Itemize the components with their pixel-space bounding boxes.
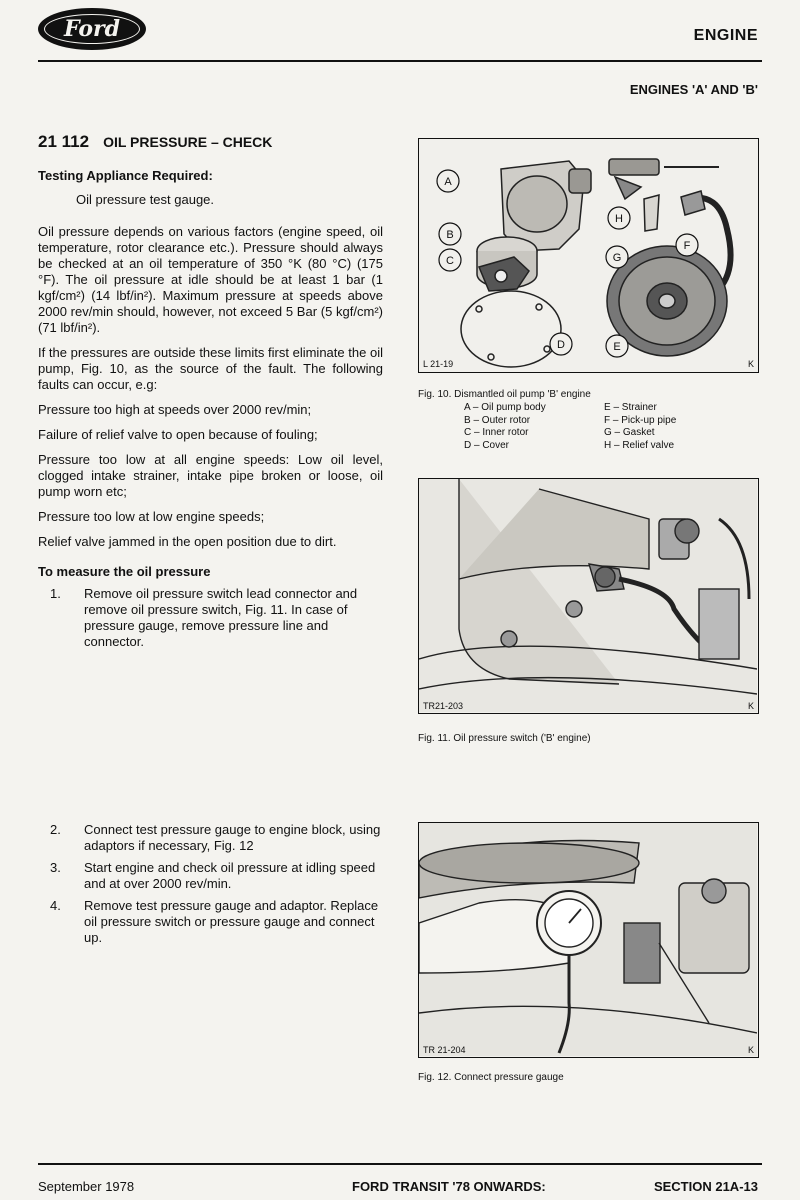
step-text: Start engine and check oil pressure at idling speed and at over 2000 rev/min.: [84, 860, 376, 891]
figure-id: L 21-19: [423, 359, 454, 369]
callout-label: B: [446, 229, 454, 241]
key-item: H – Relief valve: [604, 439, 675, 451]
figure-11-oil-pressure-switch: [418, 478, 759, 714]
figure-12-caption: Fig. 12. Connect pressure gauge: [418, 1072, 564, 1083]
paragraph: If the pressures are outside these limits first eliminate the oil pump, Fig. 10, as the source of the fault. The following faults can occur, e.g:: [38, 345, 383, 392]
figure-10-key-left: [464, 402, 546, 452]
callout-label: E: [613, 341, 621, 353]
step-text: Connect test pressure gauge to engine block, using adaptors if necessary, Fig. 12: [84, 822, 381, 853]
key-item: A – Oil pump body: [464, 402, 546, 413]
footer-model: FORD TRANSIT '78 ONWARDS:: [352, 1179, 546, 1194]
list-item: [38, 860, 383, 892]
figure-11-caption: Fig. 11. Oil pressure switch ('B' engine): [418, 733, 591, 744]
key-item: E – Strainer: [604, 402, 657, 413]
key-item: C – Inner rotor: [464, 427, 529, 438]
figure-12-pressure-gauge: [418, 822, 759, 1058]
ford-logo: Ford: [38, 8, 146, 50]
pressure-gauge-drawing: [419, 823, 757, 1056]
paragraph: Pressure too low at low engine speeds;: [38, 509, 265, 524]
paragraph: Relief valve jammed in the open position due to dirt.: [38, 534, 337, 549]
step-number: 3.: [50, 860, 61, 875]
left-column-lower: [38, 822, 383, 946]
measure-heading: To measure the oil pressure: [38, 564, 211, 579]
figure-10-key-right: [604, 402, 676, 452]
paragraph: Pressure too low at all engine speeds: Low oil level, clogged intake strainer, intake pipe broken or loose, oil pump worn etc;: [38, 452, 383, 499]
engine-switch-drawing: [419, 479, 757, 712]
footer-rule: [38, 1163, 762, 1165]
section-number: 21 112: [38, 132, 90, 151]
testing-heading: Testing Appliance Required:: [38, 168, 213, 183]
footer-section: SECTION 21A-13: [653, 1179, 758, 1194]
section-header: ENGINE: [693, 27, 758, 44]
step-number: 4.: [50, 898, 61, 913]
paragraph: Oil pressure depends on various factors (engine speed, oil temperature, rotor clearance etc.). Pressure should always be checked at an oil temperature of 350 °K (80 °C) (175 °F). The oil pressure at idle should be at least 1 bar (1 kgf/cm²) (14 lbf/in²). Maximum pressure at speeds above 2000 rev/min should, however, not exceed 5 Bar (5 kgf/cm²) (71 lbf/in²).: [38, 224, 383, 335]
callout-label: C: [446, 255, 454, 267]
callout-label: H: [615, 213, 623, 225]
figure-10-caption: Fig. 10. Dismantled oil pump 'B' engine: [418, 389, 591, 400]
list-item: [38, 586, 383, 650]
callout-label: F: [683, 240, 691, 252]
figure-k: K: [747, 701, 754, 711]
step-number: 2.: [50, 822, 61, 837]
figure-k: K: [747, 359, 754, 369]
section-title: [38, 132, 272, 152]
callout-label: A: [444, 176, 452, 188]
step-text: Remove oil pressure switch lead connector and remove oil pressure switch, Fig. 11. In case of pressure gauge, remove pressure line and connector.: [84, 586, 358, 649]
key-item: G – Gasket: [604, 427, 655, 438]
left-column: [38, 168, 383, 650]
header-rule: [38, 60, 762, 62]
footer-date: September 1978: [38, 1179, 135, 1194]
figure-10-oil-pump: [418, 138, 759, 373]
paragraph: Failure of relief valve to open because of fouling;: [38, 427, 318, 442]
section-title-text: OIL PRESSURE – CHECK: [103, 134, 273, 150]
step-number: 1.: [50, 586, 61, 601]
key-item: F – Pick-up pipe: [604, 414, 677, 426]
list-item: [38, 898, 383, 946]
key-item: D – Cover: [464, 439, 510, 451]
paragraph: Pressure too high at speeds over 2000 rev/min;: [38, 402, 312, 417]
callout-label: G: [612, 252, 622, 264]
step-text: Remove test pressure gauge and adaptor. Replace oil pressure switch or pressure gauge and connect up.: [84, 898, 379, 945]
figure-id: TR 21-204: [423, 1045, 466, 1055]
oil-pump-drawing: [419, 139, 757, 371]
key-item: B – Outer rotor: [464, 414, 531, 426]
callout-label: D: [557, 339, 565, 351]
subsection-header: ENGINES 'A' AND 'B': [629, 82, 758, 97]
list-item: [38, 822, 383, 854]
figure-k: K: [747, 1045, 754, 1055]
figure-id: TR21-203: [423, 701, 464, 711]
testing-item: Oil pressure test gauge.: [76, 192, 215, 207]
